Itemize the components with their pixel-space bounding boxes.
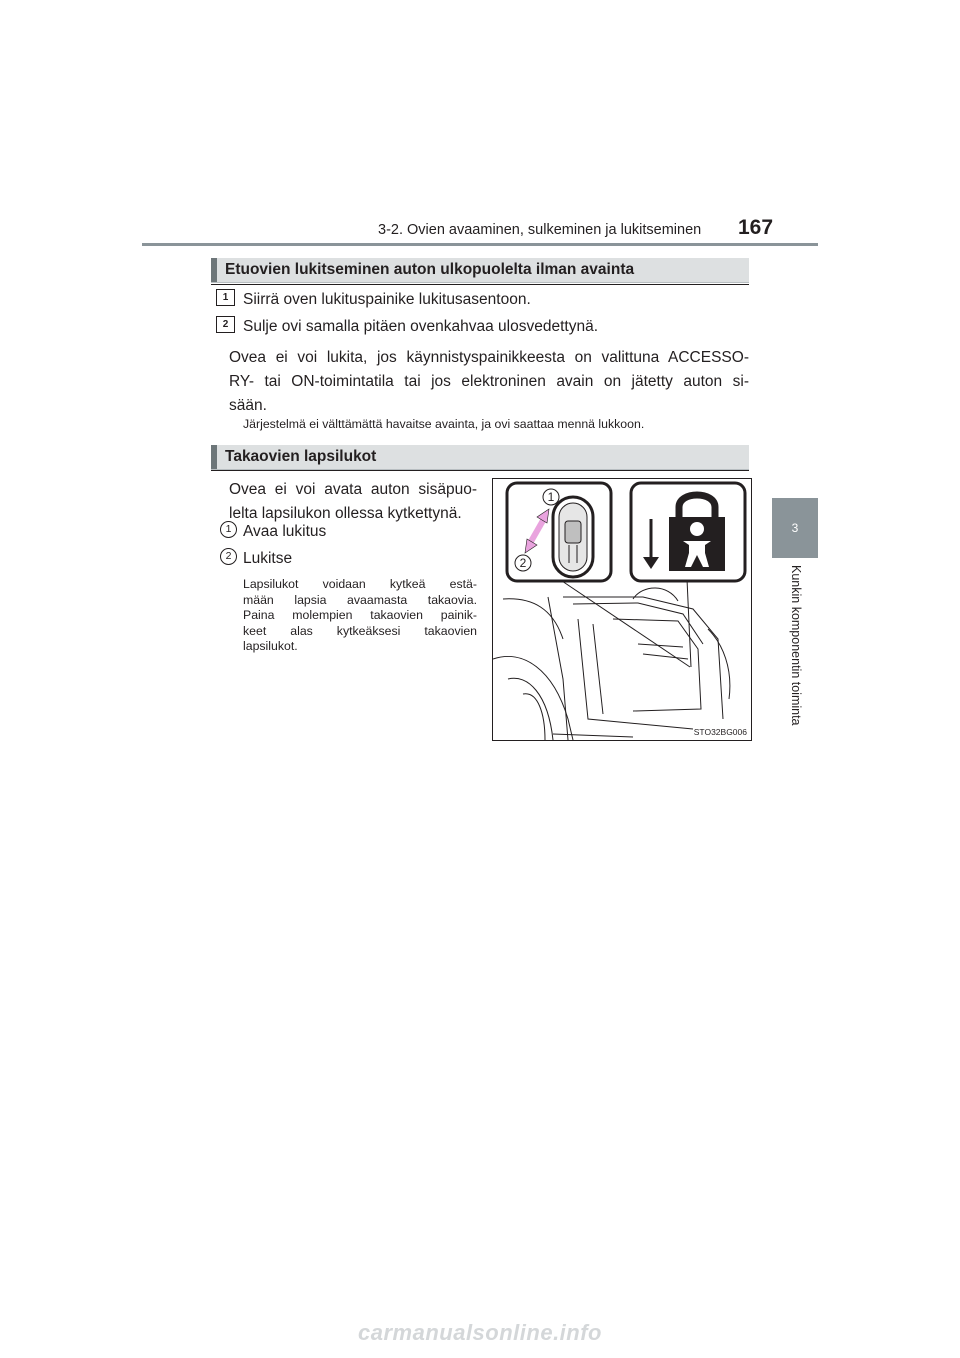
section-heading-text: Takaovien lapsilukot bbox=[225, 448, 377, 465]
child-lock-note bbox=[243, 577, 477, 655]
section-heading-text: Etuovien lukitseminen auton ulkopuolelta ilman avainta bbox=[225, 261, 635, 278]
section-underline bbox=[211, 470, 749, 471]
header-rule bbox=[142, 243, 818, 246]
item-text: Avaa lukitus bbox=[243, 523, 327, 540]
running-header: 3-2. Ovien avaaminen, sulkeminen ja lukitseminen bbox=[378, 222, 702, 238]
intro-paragraph bbox=[229, 478, 477, 526]
note-line: Lapsilukot voidaan kytkeä estä- bbox=[243, 577, 477, 591]
note-line: sään. bbox=[229, 397, 267, 414]
chapter-tab: 3 bbox=[772, 498, 818, 558]
small-note: Järjestelmä ei välttämättä havaitse avainta, ja ovi saattaa mennä lukkoon. bbox=[243, 417, 645, 431]
page-number: 167 bbox=[738, 216, 774, 239]
child-lock-illustration bbox=[492, 478, 752, 741]
callout-2: 2 bbox=[519, 556, 527, 570]
callout-1: 1 bbox=[547, 490, 555, 504]
section-heading-child-locks bbox=[211, 445, 749, 470]
intro-line: Ovea ei voi avata auton sisäpuo- bbox=[229, 481, 477, 498]
item-number-circle: 2 bbox=[220, 548, 237, 565]
note-line: lapsilukot. bbox=[243, 639, 298, 653]
note-line: mään lapsia avaamasta takaovia. bbox=[243, 592, 477, 607]
section-heading-front-doors bbox=[211, 258, 749, 283]
step-text: Siirrä oven lukituspainike lukitusasentoon. bbox=[243, 291, 531, 308]
watermark: carmanualsonline.info bbox=[358, 1320, 602, 1345]
step-number-box: 1 bbox=[216, 289, 235, 306]
step-number-box: 2 bbox=[216, 316, 235, 333]
step-text: Sulje ovi samalla pitäen ovenkahvaa ulosvedettynä. bbox=[243, 318, 599, 335]
note-line: Ovea ei voi lukita, jos käynnistyspainikkeesta on valittuna ACCESSO- bbox=[229, 349, 749, 366]
item-text: Lukitse bbox=[243, 550, 293, 567]
intro-line: lelta lapsilukon ollessa kytkettynä. bbox=[229, 505, 462, 522]
section-underline bbox=[211, 284, 749, 285]
item-number-circle: 1 bbox=[220, 521, 237, 538]
chapter-label bbox=[788, 565, 804, 755]
note-line: keet alas kytkeäksesi takaovien bbox=[243, 623, 477, 638]
illustration-svg bbox=[493, 479, 751, 740]
note-line: Paina molempien takaovien painik- bbox=[243, 608, 477, 622]
note-line: RY- tai ON-toimintatila tai jos elektroninen avain on jätetty auton si- bbox=[229, 373, 749, 390]
note-paragraph bbox=[229, 346, 749, 418]
chapter-title: Kunkin komponentin toiminta bbox=[789, 565, 803, 726]
figure-code: STO32BG006 bbox=[693, 727, 747, 737]
